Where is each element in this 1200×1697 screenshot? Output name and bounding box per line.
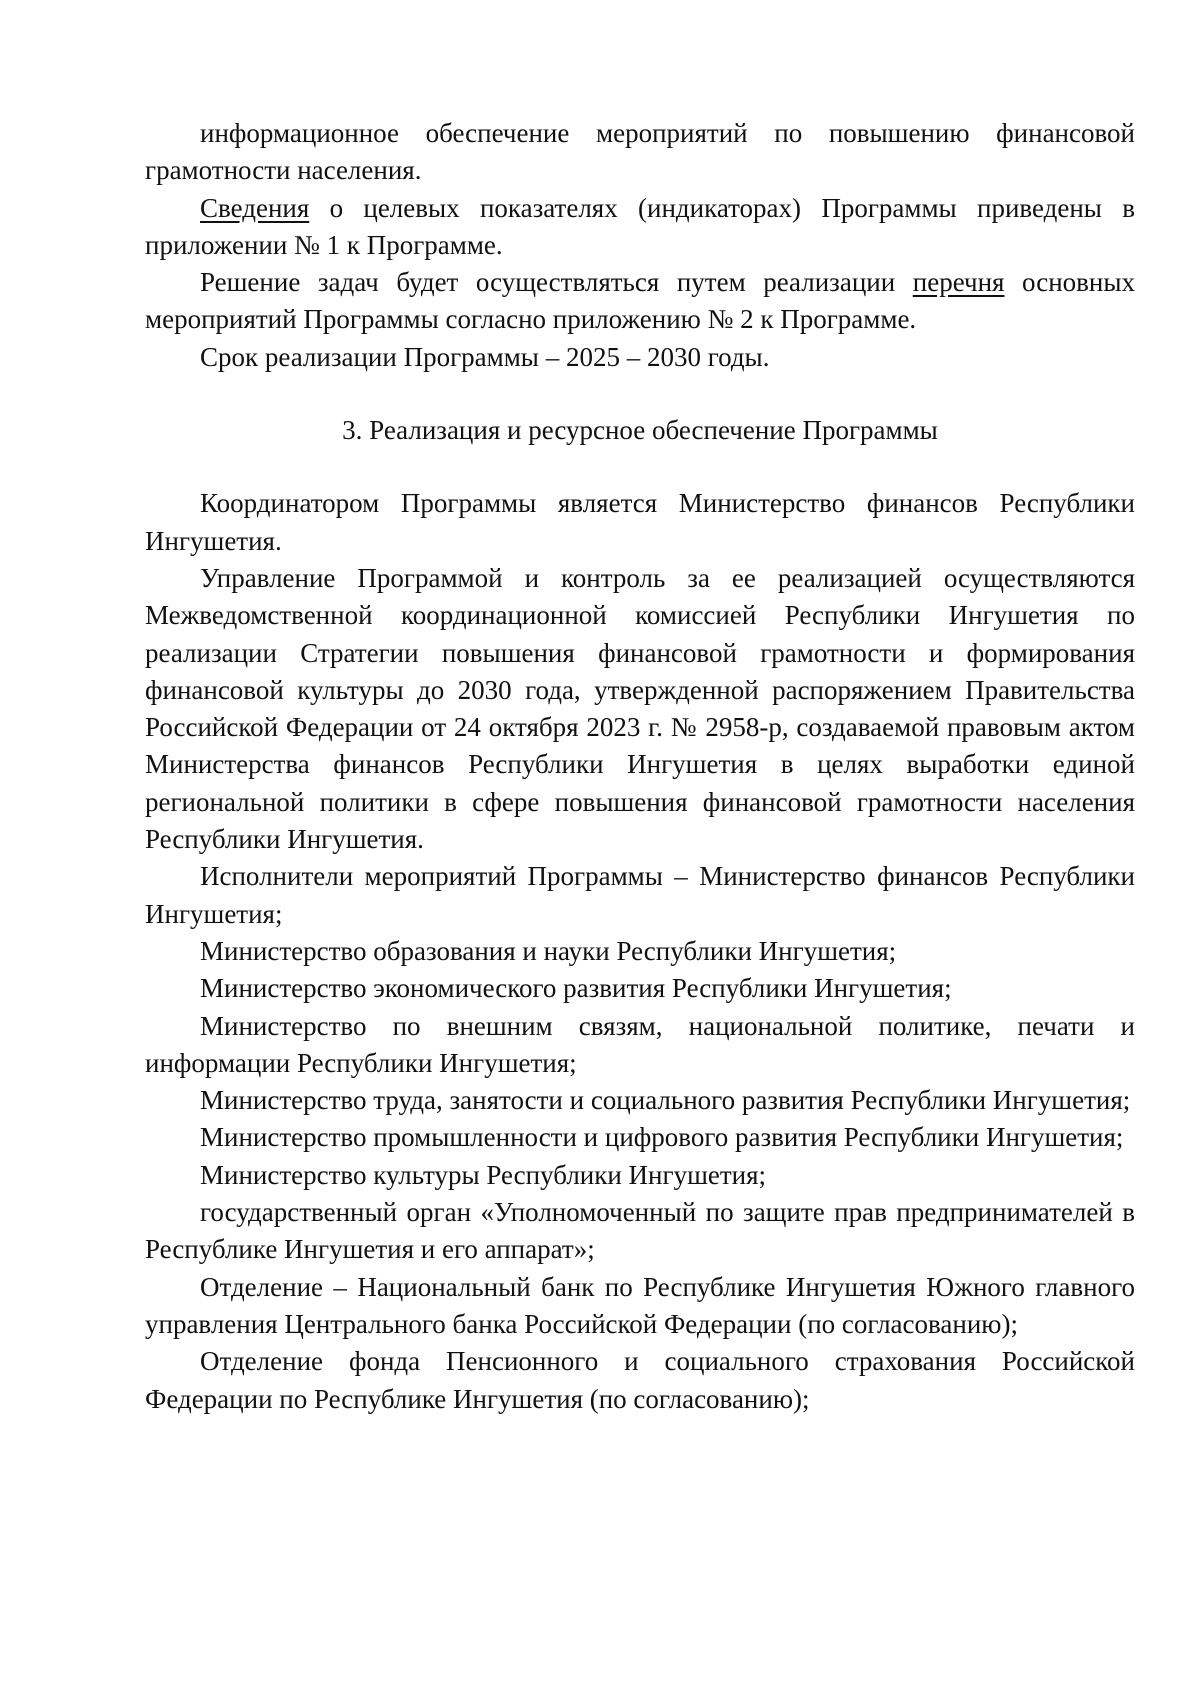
paragraph-management: Управление Программой и контроль за ее реализацией осуществляются Межведомственной координационной комиссией Республики Ингушетия по реализации Стратегии повышения финансовой грамотности и формирования финансовой культуры до 2030 года, утвержденной распоряжением Правительства Российской Федерации от 24 октября 2023 г. № 2958-р, создаваемой правовым актом Министерства финансов Республики Ингушетия в целях выработки единой региональной политики в сфере повышения финансовой грамотности населения Республики Ингушетия.	[145, 562, 1135, 855]
paragraph-tasks	[145, 264, 1135, 339]
paragraph-tasks-text-before: Решение задач будет осуществляться путем реализации	[200, 267, 913, 298]
section-heading: 3. Реализация и ресурсное обеспечение Программы	[342, 415, 938, 446]
paragraph-ministry-external-relations: Министерство по внешним связям, национальной политике, печати и информации Республики Ингушетия;	[145, 1010, 1135, 1078]
paragraph-national-bank: Отделение – Национальный банк по Республике Ингушетия Южного главного управления Центрального банка Российской Федерации (по согласованию);	[145, 1271, 1135, 1339]
paragraph-pension-fund: Отделение фонда Пенсионного и социального страхования Российской Федерации по Республике Ингушетия (по согласованию);	[145, 1346, 1135, 1414]
paragraph-info-support: информационное обеспечение мероприятий по повышению финансовой грамотности населения.	[145, 118, 1135, 186]
paragraph-coordinator: Координатором Программы является Министерство финансов Республики Ингушетия.	[145, 488, 1135, 556]
document-body	[145, 115, 1135, 1418]
paragraph-ministry-labor: Министерство труда, занятости и социального развития Республики Ингушетия;	[200, 1085, 1131, 1116]
paragraph-executors: Исполнители мероприятий Программы – Министерство финансов Республики Ингушетия;	[145, 861, 1135, 929]
paragraph-tasks-text-after: основных мероприятий Программы согласно приложению № 2 к Программе.	[145, 267, 1135, 335]
paragraph-ministry-industry: Министерство промышленности и цифрового развития Республики Ингушетия;	[200, 1122, 1124, 1153]
paragraph-ministry-culture: Министерство культуры Республики Ингушетия;	[200, 1159, 767, 1190]
paragraph-business-ombudsman: государственный орган «Уполномоченный по защите прав предпринимателей в Республике Ингушетия и его аппарат»;	[145, 1197, 1135, 1265]
activities-list-link[interactable]: перечня	[912, 267, 1005, 298]
paragraph-indicators	[145, 190, 1135, 265]
paragraph-term: Срок реализации Программы – 2025 – 2030 годы.	[200, 341, 770, 372]
indicators-link[interactable]: Сведения	[200, 192, 310, 223]
paragraph-indicators-text: о целевых показателях (индикаторах) Программы приведены в приложении № 1 к Программе.	[145, 192, 1135, 260]
paragraph-ministry-education: Министерство образования и науки Республики Ингушетия;	[200, 935, 897, 966]
paragraph-ministry-economy: Министерство экономического развития Республики Ингушетия;	[200, 973, 952, 1004]
